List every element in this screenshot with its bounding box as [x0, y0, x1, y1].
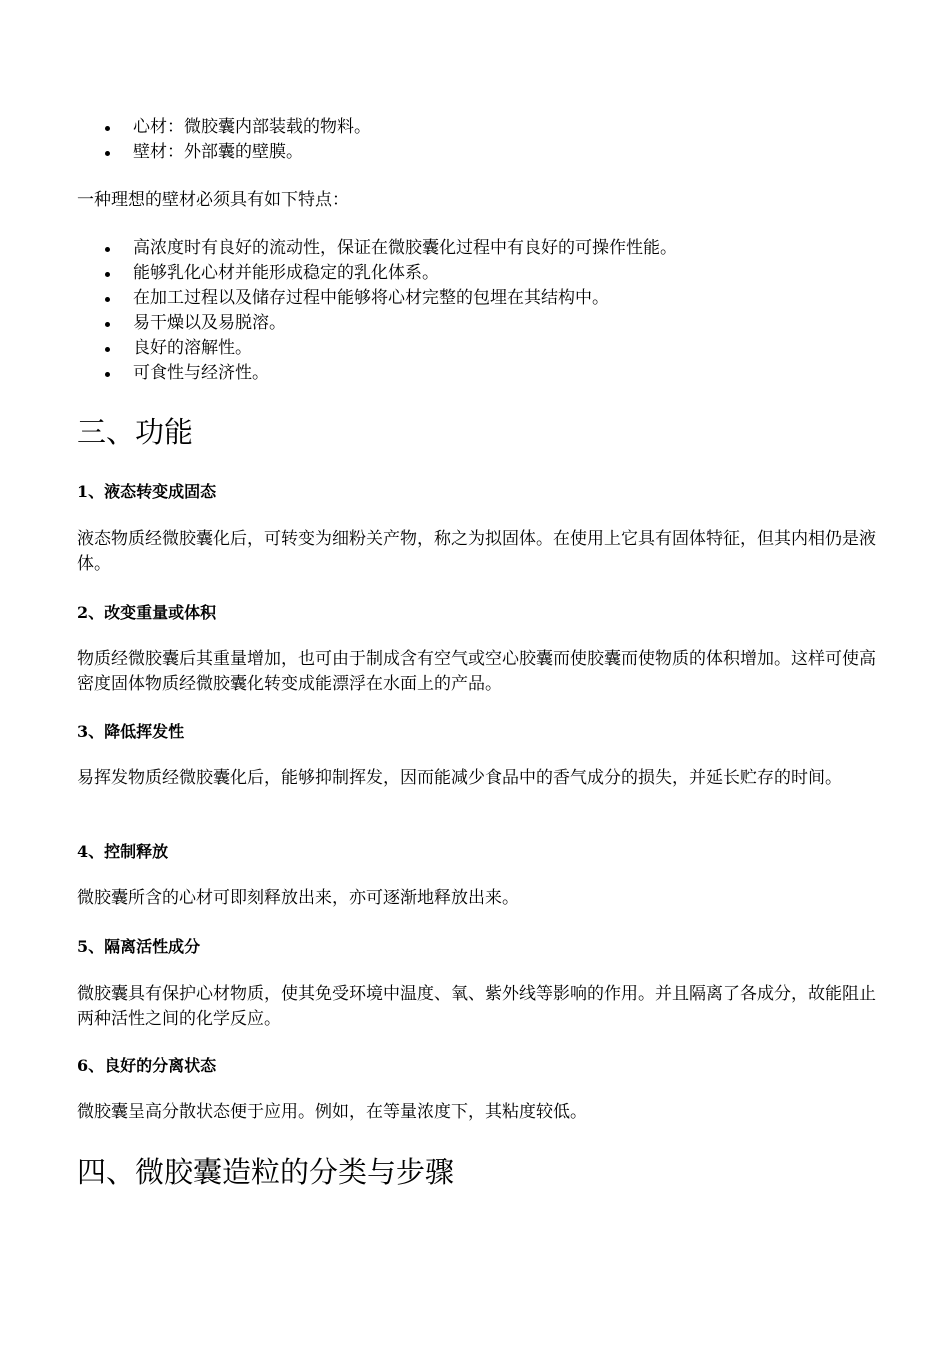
intro-paragraph: 一种理想的壁材必须具有如下特点：: [77, 190, 349, 210]
bullet-icon: [105, 126, 110, 131]
list-item: 高浓度时有良好的流动性，保证在微胶囊化过程中有良好的可操作性能。: [77, 236, 887, 261]
subsection-body: 物质经微胶囊后其重量增加，也可由于制成含有空气或空心胶囊而使胶囊而使物质的体积增加。这样可使高密度固体物质经微胶囊化转变成能漂浮在水面上的产品。: [77, 649, 876, 694]
bullet-icon: [105, 322, 110, 327]
subsection-body: 液态物质经微胶囊化后，可转变为细粉关产物，称之为拟固体。在使用上它具有固体特征，但其内相仍是液体。: [77, 529, 876, 574]
subsection-heading: 6、良好的分离状态: [77, 1056, 217, 1075]
subsection-body: 微胶囊所含的心材可即刻释放出来，亦可逐渐地释放出来。: [77, 888, 519, 908]
bullet-icon: [105, 372, 110, 377]
bullet-icon: [105, 247, 110, 252]
list-item: 壁材：外部囊的壁膜。: [77, 140, 887, 165]
list-item: 易干燥以及易脱溶。: [77, 311, 887, 336]
subsection-heading: 5、隔离活性成分: [77, 937, 201, 956]
subsection-heading: 2、改变重量或体积: [77, 603, 217, 622]
subsection-body: 易挥发物质经微胶囊化后，能够抑制挥发，因而能减少食品中的香气成分的损失，并延长贮存的时间。: [77, 768, 842, 788]
list-item: 可食性与经济性。: [77, 361, 887, 386]
subsection-heading: 4、控制释放: [77, 842, 169, 861]
bullet-icon: [105, 272, 110, 277]
bullet-icon: [105, 297, 110, 302]
subsection-heading: 3、降低挥发性: [77, 722, 185, 741]
subsection-body: 微胶囊呈高分散状态便于应用。例如，在等量浓度下，其粘度较低。: [77, 1102, 587, 1122]
features-list: [77, 236, 887, 386]
bullet-icon: [105, 347, 110, 352]
list-item: 良好的溶解性。: [77, 336, 887, 361]
section-title: 四、微胶囊造粒的分类与步骤: [77, 1155, 455, 1189]
subsection-heading: 1、液态转变成固态: [77, 482, 217, 501]
list-item: 心材：微胶囊内部装载的物料。: [77, 115, 887, 140]
section-title: 三、功能: [77, 415, 194, 449]
subsection-body: 微胶囊具有保护心材物质，使其免受环境中温度、氧、紫外线等影响的作用。并且隔离了各成分，故能阻止两种活性之间的化学反应。: [77, 984, 876, 1029]
list-item: 在加工过程以及储存过程中能够将心材完整的包埋在其结构中。: [77, 286, 887, 311]
bullet-icon: [105, 151, 110, 156]
list-item: 能够乳化心材并能形成稳定的乳化体系。: [77, 261, 887, 286]
intro-list: [77, 115, 887, 165]
